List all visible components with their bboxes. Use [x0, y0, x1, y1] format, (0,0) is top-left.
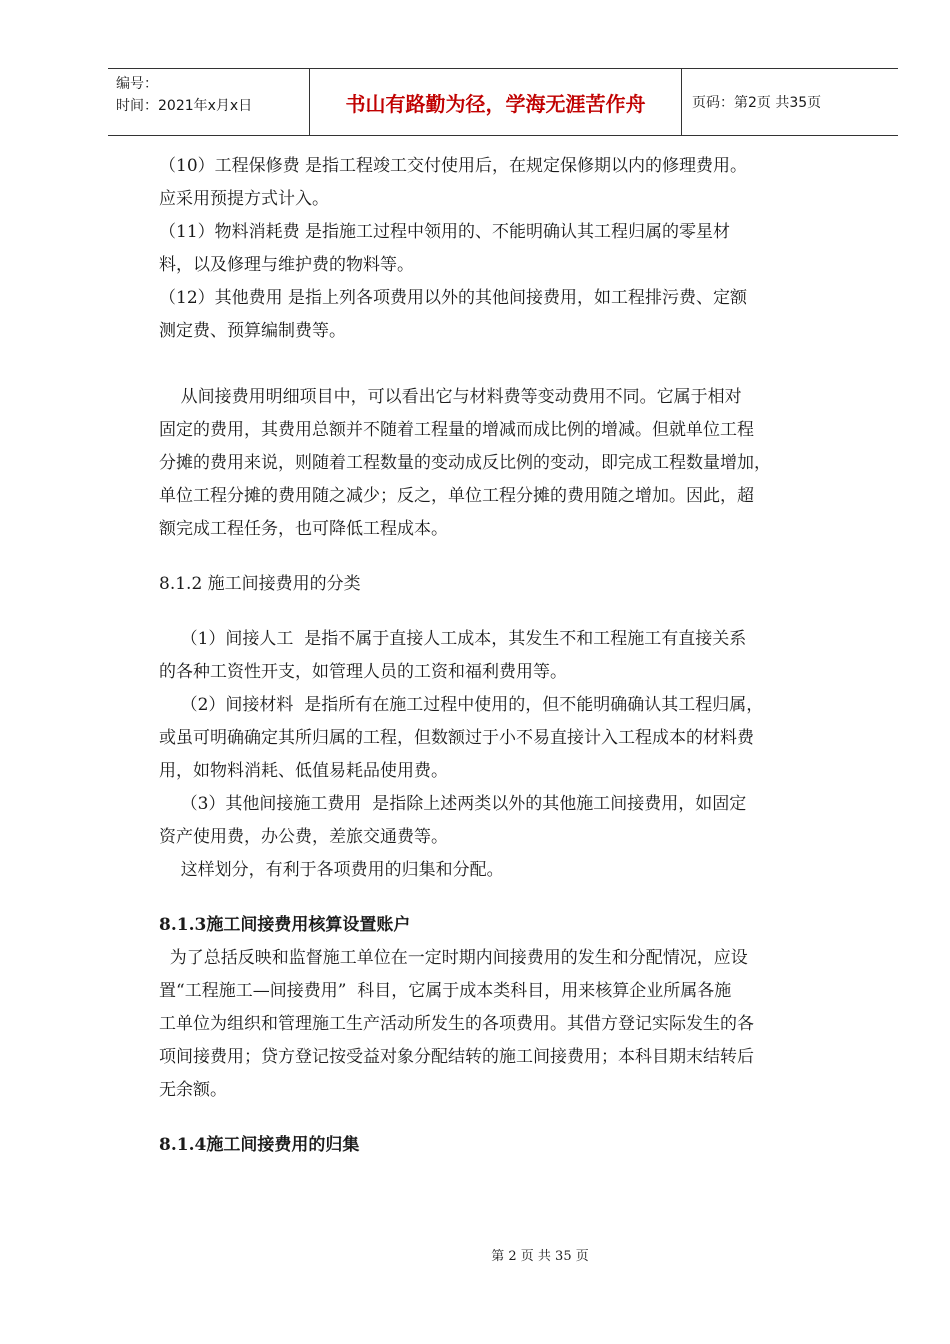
paragraph: （10）工程保修费 是指工程竣工交付使用后，在规定保修期以内的修理费用。	[159, 156, 748, 176]
section-heading: 8.1.2 施工间接费用的分类	[159, 574, 361, 594]
section-heading: 8.1.3施工间接费用核算设置账户	[159, 915, 411, 935]
paragraph: 用，如物料消耗、低值易耗品使用费。	[159, 761, 448, 781]
paragraph: （12）其他费用 是指上列各项费用以外的其他间接费用，如工程排污费、定额	[159, 288, 748, 308]
page-footer: 第 2 页 共 35 页	[491, 1249, 589, 1264]
paragraph: （1）间接人工 是指不属于直接人工成本，其发生不和工程施工有直接关系	[159, 629, 747, 649]
paragraph: 的各种工资性开支，如管理人员的工资和福利费用等。	[159, 662, 567, 682]
doc-number-label: 编号：	[116, 76, 158, 92]
paragraph: 置“工程施工—间接费用” 科目，它属于成本类科目，用来核算企业所属各施	[159, 981, 732, 1001]
paragraph: 或虽可明确确定其所归属的工程，但数额过于小不易直接计入工程成本的材料费	[159, 728, 754, 748]
paragraph: 为了总括反映和监督施工单位在一定时期内间接费用的发生和分配情况，应设	[159, 948, 748, 968]
header-page-info: 页码：第2页 共35页	[692, 95, 822, 111]
paragraph: （2）间接材料 是指所有在施工过程中使用的，但不能明确确认其工程归属，	[159, 695, 764, 715]
paragraph: 测定费、预算编制费等。	[159, 321, 346, 341]
paragraph: 从间接费用明细项目中，可以看出它与材料费等变动费用不同。它属于相对	[159, 387, 742, 407]
paragraph: 料，以及修理与维护费的物料等。	[159, 255, 414, 275]
paragraph: （3）其他间接施工费用 是指除上述两类以外的其他施工间接费用，如固定	[159, 794, 747, 814]
header-motto: 书山有路勤为径，学海无涯苦作舟	[310, 69, 682, 135]
header-meta	[108, 69, 310, 135]
paragraph: 额完成工程任务，也可降低工程成本。	[159, 519, 448, 539]
paragraph: 工单位为组织和管理施工生产活动所发生的各项费用。其借方登记实际发生的各	[159, 1014, 754, 1034]
paragraph: 这样划分，有利于各项费用的归集和分配。	[159, 860, 504, 880]
paragraph: 应采用预提方式计入。	[159, 189, 329, 209]
section-heading: 8.1.4施工间接费用的归集	[159, 1135, 360, 1155]
paragraph: 项间接费用；贷方登记按受益对象分配结转的施工间接费用；本科目期末结转后	[159, 1047, 754, 1067]
paragraph: 固定的费用，其费用总额并不随着工程量的增减而成比例的增减。但就单位工程	[159, 420, 754, 440]
paragraph: 资产使用费，办公费，差旅交通费等。	[159, 827, 448, 847]
paragraph: 无余额。	[159, 1080, 227, 1100]
paragraph: 单位工程分摊的费用随之减少；反之，单位工程分摊的费用随之增加。因此，超	[159, 486, 754, 506]
page-header	[108, 68, 898, 136]
paragraph: 分摊的费用来说，则随着工程数量的变动成反比例的变动，即完成工程数量增加，	[159, 453, 771, 473]
time-label: 时间：2021年x月x日	[116, 98, 253, 114]
document-body	[159, 150, 859, 1162]
paragraph: （11）物料消耗费 是指施工过程中领用的、不能明确认其工程归属的零星材	[159, 222, 731, 242]
